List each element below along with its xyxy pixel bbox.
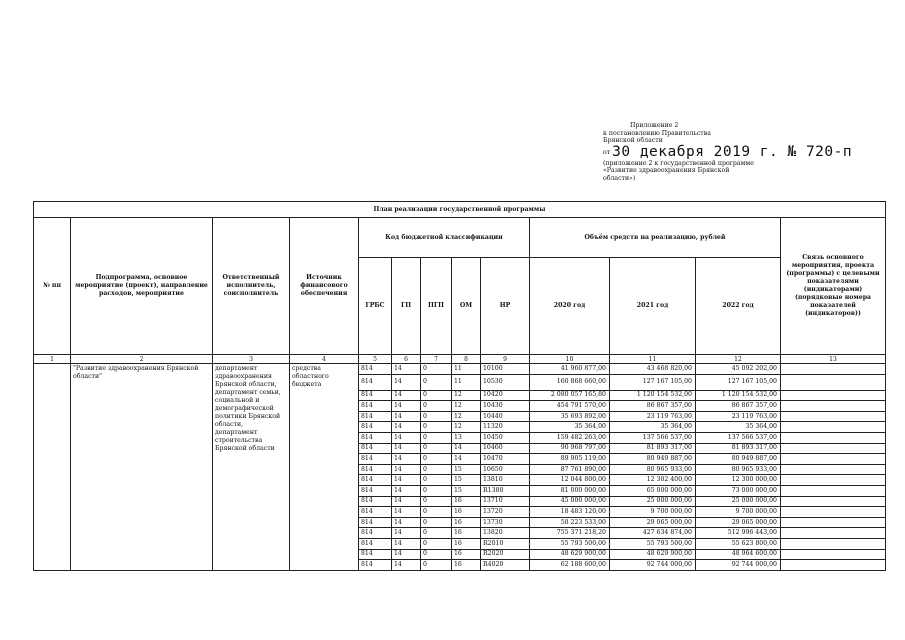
col-number: 11 [610,355,696,364]
program-name-cell: "Развитие здравоохранения Брянской области" [71,364,213,571]
cell-y2021: 35 364,00 [610,422,696,433]
cell-om: 11 [452,364,481,375]
cell-gp: 14 [392,401,421,412]
cell-nr: 13730 [481,517,530,528]
cell-grbs: 814 [359,432,392,443]
cell-y2021: 427 634 874,00 [610,528,696,539]
cell-link [781,364,886,375]
cell-grbs: 814 [359,538,392,549]
cell-nr: 10420 [481,390,530,401]
cell-om: 16 [452,560,481,571]
cell-y2020: 45 000 000,00 [530,496,610,507]
col-number: 7 [421,355,452,364]
cell-link [781,485,886,496]
cell-nr: R1380 [481,485,530,496]
cell-grbs: 814 [359,507,392,518]
cell-y2021: 55 793 500,00 [610,538,696,549]
cell-link [781,454,886,465]
cell-y2020: 18 483 120,00 [530,507,610,518]
cell-y2022: 512 996 443,00 [696,528,781,539]
appendix-note [603,122,863,183]
cell-pgp: 0 [421,549,452,560]
cell-nr: 13810 [481,475,530,486]
cell-om: 15 [452,464,481,475]
col-number: 13 [781,355,886,364]
cell-grbs: 814 [359,528,392,539]
cell-gp: 14 [392,364,421,375]
col-number: 4 [290,355,359,364]
cell-om: 14 [452,443,481,454]
cell-pgp: 0 [421,364,452,375]
cell-grbs: 814 [359,401,392,412]
cell-link [781,401,886,412]
appendix-line-5: (приложение 2 к государственной программе [603,159,754,167]
cell-gp: 14 [392,464,421,475]
cell-pgp: 0 [421,422,452,433]
cell-nr: 10530 [481,374,530,390]
cell-y2020: 81 000 000,00 [530,485,610,496]
cell-link [781,496,886,507]
cell-grbs: 814 [359,443,392,454]
cell-link [781,560,886,571]
source-cell: средства областного бюджета [290,364,359,571]
cell-y2022: 29 065 000,00 [696,517,781,528]
cell-gp: 14 [392,517,421,528]
col-number: 10 [530,355,610,364]
cell-gp: 14 [392,485,421,496]
appendix-line-1: Приложение 2 [630,122,679,129]
cell-pgp: 0 [421,496,452,507]
plan-table [33,201,886,571]
cell-y2022: 92 744 000,00 [696,560,781,571]
cell-y2020: 41 960 877,00 [530,364,610,375]
header-link: Связь основного мероприятия, проекта (программы) с целевыми показателями (индикаторами) (порядковые номера показателей (индикаторов)) [781,218,886,355]
cell-nr: 11320 [481,422,530,433]
cell-gp: 14 [392,422,421,433]
cell-grbs: 814 [359,485,392,496]
cell-gp: 14 [392,454,421,465]
cell-om: 16 [452,507,481,518]
cell-y2020: 35 364,00 [530,422,610,433]
cell-y2020: 89 905 119,00 [530,454,610,465]
cell-pgp: 0 [421,464,452,475]
cell-pgp: 0 [421,374,452,390]
cell-pgp: 0 [421,390,452,401]
cell-y2021: 127 167 105,00 [610,374,696,390]
cell-y2022: 48 964 600,00 [696,549,781,560]
col-number: 3 [213,355,290,364]
cell-y2021: 81 893 317,00 [610,443,696,454]
cell-y2022: 73 000 000,00 [696,485,781,496]
cell-y2020: 159 482 263,00 [530,432,610,443]
cell-link [781,517,886,528]
cell-y2021: 23 119 763,00 [610,411,696,422]
cell-grbs: 814 [359,422,392,433]
cell-grbs: 814 [359,411,392,422]
cell-link [781,538,886,549]
cell-y2020: 87 761 890,00 [530,464,610,475]
cell-grbs: 814 [359,560,392,571]
cell-om: 15 [452,475,481,486]
cell-gp: 14 [392,528,421,539]
cell-link [781,507,886,518]
cell-om: 12 [452,390,481,401]
cell-link [781,443,886,454]
cell-nr: 13720 [481,507,530,518]
cell-nr: 10430 [481,401,530,412]
cell-gp: 14 [392,549,421,560]
appendix-line-7: области») [603,174,636,182]
cell-om: 16 [452,538,481,549]
col-number: 9 [481,355,530,364]
cell-y2022: 1 120 154 532,00 [696,390,781,401]
cell-pgp: 0 [421,560,452,571]
table-body [34,364,886,571]
cell-y2021: 65 000 000,00 [610,485,696,496]
cell-y2021: 9 700 000,00 [610,507,696,518]
cell-pgp: 0 [421,507,452,518]
cell-y2021: 80 965 933,00 [610,464,696,475]
cell-y2020: 454 791 570,00 [530,401,610,412]
cell-link [781,390,886,401]
appendix-line-6: «Развитие здравоохранения Брянской [603,167,730,175]
header-gp: ГП [392,258,421,355]
cell-grbs: 814 [359,517,392,528]
cell-om: 12 [452,422,481,433]
cell-pgp: 0 [421,401,452,412]
cell-om: 12 [452,411,481,422]
cell-y2022: 80 965 933,00 [696,464,781,475]
cell-grbs: 814 [359,464,392,475]
cell-om: 11 [452,374,481,390]
cell-y2022: 35 364,00 [696,422,781,433]
cell-y2022: 12 300 000,00 [696,475,781,486]
cell-nr: 10460 [481,443,530,454]
cell-om: 16 [452,496,481,507]
cell-link [781,432,886,443]
cell-link [781,374,886,390]
cell-gp: 14 [392,374,421,390]
cell-link [781,549,886,560]
col-number: 8 [452,355,481,364]
cell-y2022: 86 867 357,00 [696,401,781,412]
cell-grbs: 814 [359,390,392,401]
decree-date: 30 декабря 2019 г. № 720-п [612,143,853,160]
cell-link [781,422,886,433]
column-numbers-row [34,355,886,364]
cell-om: 13 [452,432,481,443]
cell-pgp: 0 [421,454,452,465]
cell-gp: 14 [392,538,421,549]
cell-grbs: 814 [359,454,392,465]
header-2021: 2021 год [610,258,696,355]
header-volume: Объём средств на реализацию, рублей [530,218,781,258]
cell-nr: 10440 [481,411,530,422]
cell-y2021: 48 629 900,00 [610,549,696,560]
cell-y2022: 23 119 763,00 [696,411,781,422]
cell-nr: 13710 [481,496,530,507]
table-title: План реализации государственной программы [34,202,886,218]
cell-link [781,464,886,475]
cell-link [781,411,886,422]
cell-pgp: 0 [421,411,452,422]
col-number: 12 [696,355,781,364]
header-budget-code: Код бюджетной классификации [359,218,530,258]
cell-y2021: 137 566 537,00 [610,432,696,443]
cell-y2022: 81 893 317,00 [696,443,781,454]
cell-pgp: 0 [421,517,452,528]
cell-om: 15 [452,485,481,496]
cell-y2021: 1 120 154 532,00 [610,390,696,401]
header-pgp: ПГП [421,258,452,355]
cell-gp: 14 [392,443,421,454]
cell-y2022: 80 949 887,00 [696,454,781,465]
cell-y2022: 137 566 537,00 [696,432,781,443]
header-source: Источник финансового обеспечения [290,218,359,355]
cell-y2020: 48 629 900,00 [530,549,610,560]
header-grbs: ГРБС [359,258,392,355]
col-number: 1 [34,355,71,364]
cell-y2021: 25 000 000,00 [610,496,696,507]
cell-y2020: 2 080 057 165,80 [530,390,610,401]
cell-y2020: 755 371 218,20 [530,528,610,539]
cell-nr: R4020 [481,560,530,571]
cell-grbs: 814 [359,374,392,390]
appendix-line-2: к постановлению Правительства [603,129,711,137]
cell-y2021: 86 867 357,00 [610,401,696,412]
col-number: 2 [71,355,213,364]
cell-nr: 13820 [481,528,530,539]
col-number: 5 [359,355,392,364]
cell-y2021: 92 744 000,00 [610,560,696,571]
cell-gp: 14 [392,496,421,507]
cell-grbs: 814 [359,496,392,507]
cell-y2020: 55 793 500,00 [530,538,610,549]
header-nr: НР [481,258,530,355]
cell-y2020: 62 188 600,00 [530,560,610,571]
cell-pgp: 0 [421,432,452,443]
cell-y2020: 35 693 892,00 [530,411,610,422]
cell-gp: 14 [392,390,421,401]
cell-link [781,528,886,539]
cell-pgp: 0 [421,485,452,496]
cell-om: 14 [452,454,481,465]
cell-grbs: 814 [359,475,392,486]
cell-y2021: 80 949 887,00 [610,454,696,465]
cell-y2020: 90 968 797,00 [530,443,610,454]
cell-nr: 10650 [481,464,530,475]
cell-y2020: 12 044 800,00 [530,475,610,486]
header-subprogram: Подпрограмма, основное мероприятие (проект), направление расходов, мероприятие [71,218,213,355]
date-prefix: от [603,148,611,156]
cell-om: 16 [452,549,481,560]
cell-y2021: 12 302 400,00 [610,475,696,486]
cell-nr: 10470 [481,454,530,465]
cell-y2022: 25 000 000,00 [696,496,781,507]
table-row [34,364,886,375]
cell-y2022: 127 167 105,00 [696,374,781,390]
header-num: № пп [34,218,71,355]
cell-pgp: 0 [421,475,452,486]
cell-pgp: 0 [421,538,452,549]
cell-y2020: 160 868 660,00 [530,374,610,390]
cell-nr: R2010 [481,538,530,549]
appendix-line-3: Брянской области [603,137,663,145]
cell-nr: 10450 [481,432,530,443]
executor-cell: департамент здравоохранения Брянской области, департамент семьи, социальной и демографической политики Брянской области, департамент строительства Брянской области [213,364,290,571]
cell-y2022: 9 700 000,00 [696,507,781,518]
cell-y2022: 55 623 800,00 [696,538,781,549]
col-number: 6 [392,355,421,364]
cell-gp: 14 [392,411,421,422]
cell-y2021: 29 065 000,00 [610,517,696,528]
cell-om: 16 [452,517,481,528]
cell-om: 12 [452,401,481,412]
cell-grbs: 814 [359,549,392,560]
cell-y2021: 43 468 820,00 [610,364,696,375]
cell-link [781,475,886,486]
header-om: ОМ [452,258,481,355]
cell-pgp: 0 [421,443,452,454]
header-2020: 2020 год [530,258,610,355]
cell-gp: 14 [392,507,421,518]
num-cell [34,364,71,571]
cell-y2022: 45 092 202,00 [696,364,781,375]
header-executor: Ответственный исполнитель, соисполнитель [213,218,290,355]
header-2022: 2022 год [696,258,781,355]
cell-grbs: 814 [359,364,392,375]
appendix-date-line [603,145,863,160]
cell-gp: 14 [392,432,421,443]
cell-nr: 10100 [481,364,530,375]
cell-nr: R2020 [481,549,530,560]
cell-gp: 14 [392,475,421,486]
cell-y2020: 58 223 533,00 [530,517,610,528]
cell-om: 16 [452,528,481,539]
cell-pgp: 0 [421,528,452,539]
cell-gp: 14 [392,560,421,571]
